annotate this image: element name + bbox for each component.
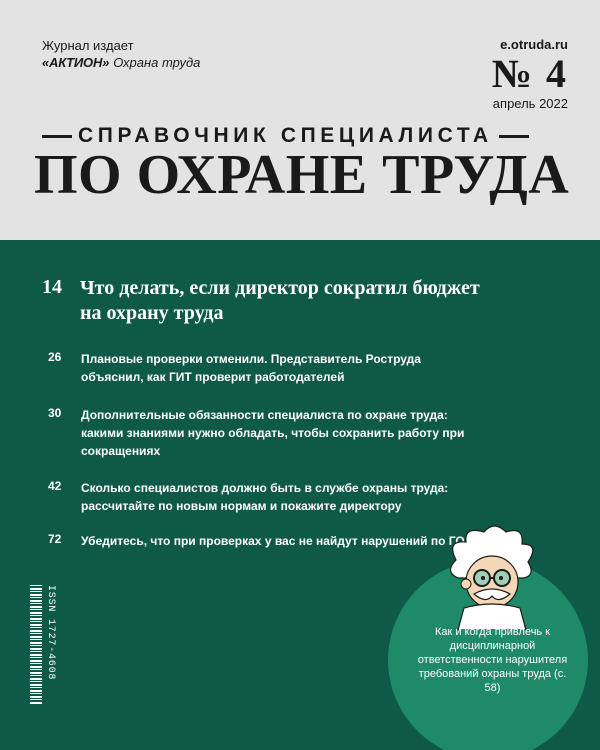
lead-title: Что делать, если директор сократил бюджет на охрану труда (80, 277, 480, 324)
item-page-number: 42 (48, 479, 62, 493)
callout-text: Как и когда привлечь к дисциплинарной ответственности нарушителя требований охраны труда (с. 58) (417, 626, 568, 694)
item-title: Убедитесь, что при проверках у вас не найдут нарушений по ГО (81, 534, 465, 548)
subtitle: СПРАВОЧНИК СПЕЦИАЛИСТА (78, 124, 493, 147)
issn-label: ISSN 1727-4608 (45, 585, 56, 681)
list-item (48, 532, 481, 550)
issue-date: апрель 2022 (492, 96, 568, 111)
publisher-block (42, 37, 200, 71)
publisher-line: Журнал издает (42, 38, 134, 53)
list-item (48, 406, 481, 460)
item-title: Плановые проверки отменили. Представитель Роструда объяснил, как ГИТ проверит работодателей (81, 352, 421, 384)
publisher-brand-row (42, 54, 200, 71)
barcode-bars (30, 585, 42, 705)
page-title: ПО ОХРАНЕ ТРУДА (34, 144, 570, 206)
issue-block (491, 51, 568, 111)
item-title: Дополнительные обязанности специалиста по охране труда: какими знаниями нужно обладать, чтобы сохранить работу при сокращениях (81, 408, 465, 458)
item-title: Сколько специалистов должно быть в службе охраны труда: рассчитайте по новым нормам и покажите директору (81, 481, 449, 513)
aktion-logo: «АКТИОН» (42, 55, 110, 70)
lead-article (42, 276, 500, 326)
subtitle-rule-left (42, 135, 72, 138)
item-page-number: 72 (48, 532, 62, 546)
item-page-number: 30 (48, 406, 62, 420)
list-item (48, 350, 481, 386)
issue-number: № 4 (491, 51, 568, 96)
site-url: e.otruda.ru (500, 37, 568, 52)
magazine-name: Охрана труда (113, 55, 201, 70)
scientist-character-icon (436, 520, 546, 630)
subtitle-rule-right (499, 135, 529, 138)
lead-page-number: 14 (42, 276, 62, 298)
list-item (48, 479, 481, 515)
barcode (30, 585, 56, 725)
item-page-number: 26 (48, 350, 62, 364)
